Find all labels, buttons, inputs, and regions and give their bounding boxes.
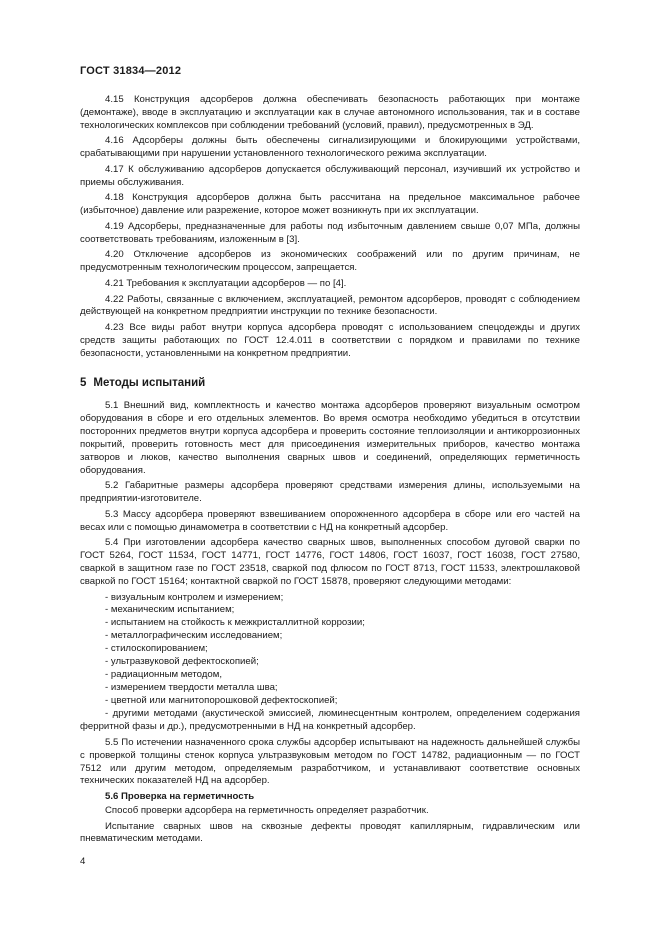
list-item: - радиационным методом, [105,669,580,682]
list-item: - цветной или магнитопорошковой дефектоскопией; [105,695,580,708]
list-item: - стилоскопированием; [105,643,580,656]
page-header-standard-number: ГОСТ 31834—2012 [80,65,182,77]
list-item: - металлографическим исследованием; [105,630,580,643]
paragraph-5-5: 5.5 По истечении назначенного срока службы адсорбер испытывают на надежность дальнейшей службы с проверкой толщины стенок корпуса ультразвуковым методом по ГОСТ 14782, радиационным — по ГОСТ 7512 или другим методом, определяемым разработчиком, и устанавливают соответствие основных технических показателей НД на адсорбер. [80,736,580,787]
paragraph-4-17: 4.17 К обслуживанию адсорберов допускается обслуживающий персонал, изучивший их устройство и приемы обслуживания. [80,163,580,188]
paragraph-5-2: 5.2 Габаритные размеры адсорбера проверяют средствами измерения длины, используемыми на предприятии-изготовителе. [80,480,580,505]
test-methods-list [80,592,580,709]
section-5-heading [80,377,580,390]
paragraph-5-6-a: Способ проверки адсорбера на герметичность определяет разработчик. [105,804,429,816]
paragraph-5-3: 5.3 Массу адсорбера проверяют взвешиванием опорожненного адсорбера в сборе или его частей на весах или с помощью динамометра в соответствии с НД на конкретный адсорбер. [80,508,580,533]
paragraph-4-21: 4.21 Требования к эксплуатации адсорберов — по [4]. [105,277,347,289]
list-item: - визуальным контролем и измерением; [105,592,580,605]
paragraph-5-4: 5.4 При изготовлении адсорбера качество сварных швов, выполненных способом дуговой сварки по ГОСТ 5264, ГОСТ 11534, ГОСТ 14771, ГОСТ 14776, ГОСТ 14806, ГОСТ 16037, ГОСТ 16038, ГОСТ 27580, сваркой в защитном газе по ГОСТ 23518, сваркой под флюсом по ГОСТ 8713, ГОСТ 11533, электрошлаковой сваркой по ГОСТ 15164; контактной сваркой по ГОСТ 15878, проверяют следующими методами: [80,537,580,587]
paragraph-4-23: 4.23 Все виды работ внутри корпуса адсорбера проводят с использованием спецодежды и других средств защиты работающих по ГОСТ 12.4.011 в соответствии с порядком и правилами по технике безопасности, установленными на конкретном предприятии. [80,322,580,359]
paragraph-4-19: 4.19 Адсорберы, предназначенные для работы под избыточным давлением свыше 0,07 МПа, должны соответствовать требованиям, изложенным в [3]. [80,220,580,245]
paragraph-4-18: 4.18 Конструкция адсорберов должна быть рассчитана на предельное максимальное рабочее (избыточное) давление или разрежение, которое может возникнуть при их эксплуатации. [80,192,580,217]
paragraph-5-6-b: Испытание сварных швов на сквозные дефекты проводят капиллярным, гидравлическим или пневматическим методами. [80,820,580,845]
list-item: - ультразвуковой дефектоскопией; [105,656,580,669]
paragraph-4-15: 4.15 Конструкция адсорберов должна обеспечивать безопасность работающих при монтаже (демонтаже), вводе в эксплуатацию и эксплуатации как в случае автономного использования, так и в составе технологических комплексов при соблюдении требований (условий, правил), предусмотренных в ЭД. [80,94,580,131]
page-number: 4 [80,856,86,867]
paragraph-4-20: 4.20 Отключение адсорберов из экономических соображений или по другим причинам, не предусмотренным технологическим процессом, запрещается. [80,249,580,274]
list-item: - измерением твердости металла шва; [105,682,580,695]
page-content [80,94,580,849]
paragraph-4-16: 4.16 Адсорберы должны быть обеспечены сигнализирующими и блокирующими устройствами, срабатывающими при нарушении установленного технологического режима эксплуатации. [80,135,580,160]
section-5-number: 5 [80,376,87,389]
list-item-other-methods: - другими методами (акустической эмиссией, люминесцентным контролем, определением содержания ферритной фазы и др.), предусмотренными в НД на конкретный адсорбер. [80,708,580,733]
paragraph-5-1: 5.1 Внешний вид, комплектность и качество монтажа адсорберов проверяют визуальным осмотром оборудования в сборе и его отдельных элементов. Во время осмотра необходимо убедиться в отсутствии посторонних предметов внутри корпуса адсорбера и проверить состояние теплоизоляции и антикоррозионных покрытий, проверить готовность мест для присоединения измерительных приборов, качество монтажа затворов и люков, качество выполнения сварных швов и соединений, определяющих герметичность оборудования. [80,399,580,476]
list-item: - механическим испытанием; [105,604,580,617]
subsection-5-6-heading: 5.6 Проверка на герметичность [105,791,255,803]
paragraph-4-22: 4.22 Работы, связанные с включением, эксплуатацией, ремонтом адсорберов, проводят с соблюдением действующей на конкретном предприятии инструкции по технике безопасности. [80,293,580,318]
section-5-title: Методы испытаний [93,376,206,389]
list-item: - испытанием на стойкость к межкристаллитной коррозии; [105,617,580,630]
